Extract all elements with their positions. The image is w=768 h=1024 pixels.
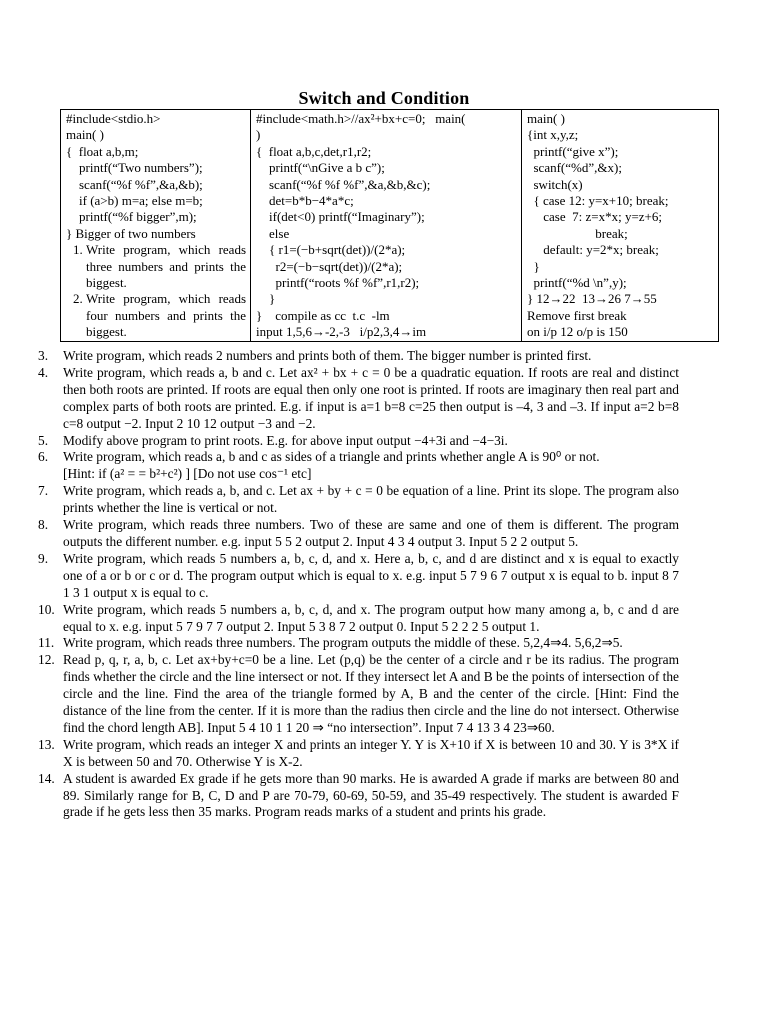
exercise-list xyxy=(16,348,679,821)
exercise-number: 12. xyxy=(38,652,55,668)
code-line: default: y=2*x; break; xyxy=(527,242,659,258)
code-line: #include<math.h>//ax²+bx+c=0; main( xyxy=(256,111,466,126)
exercise-text: Write program, which reads 5 numbers a, b, c, d, and x. The program output how many among a, b, c and d are equal to x. e.g. input 5 7 9 7 7 output 2. Input 5 3 8 7 2 output 0. Input 5 2 2 2 5 output 1. xyxy=(63,601,679,634)
code-column-max xyxy=(61,110,251,342)
exercise-item xyxy=(16,449,679,466)
exercise-item xyxy=(16,483,679,517)
code-line: else xyxy=(256,225,290,241)
code-block-quadratic xyxy=(256,111,517,341)
code-line: if (a>b) m=a; else m=b; xyxy=(66,193,203,209)
exercise-number: 9. xyxy=(38,550,49,566)
exercise-number: 14. xyxy=(38,770,55,786)
exercise-text: Write program, which reads three numbers. Two of these are same and one of them is different. The program outputs the different number. e.g. input 5 5 2 output 2. Input 4 3 4 output 3. Input 5 2 2 output 5. xyxy=(63,517,679,549)
page-title: Switch and Condition xyxy=(298,88,470,108)
code-line: { float a,b,m; xyxy=(66,143,139,159)
exercise-item xyxy=(16,551,679,602)
code-line: if(det<0) printf(“Imaginary”); xyxy=(256,209,425,225)
exercise-item xyxy=(16,652,679,737)
code-line: } xyxy=(527,258,540,274)
exercise-text: Write program, which reads a, b and c as sides of a triangle and prints whether angle A is 90⁰ or not. xyxy=(63,449,600,465)
code-line: printf(“give x”); xyxy=(527,143,619,159)
exercise-item xyxy=(16,635,679,652)
task-item: 1. Write program, which reads three numbers and prints the biggest. xyxy=(86,242,246,291)
exercise-number: 11. xyxy=(38,635,55,651)
exercise-text: Modify above program to print roots. E.g. for above input output −4+3i and −4−3i. xyxy=(63,432,508,448)
exercise-text: Write program, which reads an integer X and prints an integer Y. Y is X+10 if X is between 10 and 30. Y is 3*X if X is between 50 and 70. Otherwise Y is X-2. xyxy=(63,736,679,769)
code-column-quadratic xyxy=(251,110,522,342)
code-line: break; xyxy=(527,225,628,241)
code-line: printf(“\nGive a b c”); xyxy=(256,160,385,176)
code-line: #include<stdio.h> xyxy=(66,111,161,126)
exercise-item xyxy=(16,737,679,771)
code-line: scanf(“%f %f”,&a,&b); xyxy=(66,176,203,192)
code-line: Remove first break xyxy=(527,307,627,323)
code-examples-table xyxy=(60,109,719,342)
exercise-text: Write program, which reads a, b, and c. Let ax + by + c = 0 be equation of a line. Print its slope. The program also prints whether the line is vertical or not. xyxy=(63,483,679,516)
code-column-switch xyxy=(522,110,719,342)
exercise-item xyxy=(16,348,679,365)
exercise-number: 7. xyxy=(38,483,49,499)
exercise-text: A student is awarded Ex grade if he gets more than 90 marks. He is awarded A grade if marks are between 80 and 89. Similarly range for B, C, D and P are 70-79, 60-69, 50-59, and 35-49 respectively. The student is awarded F grade if he gets less then 35 marks. Program reads marks of a student and prints his grade. xyxy=(63,770,679,820)
exercise-number: 6. xyxy=(38,449,49,465)
code-line: } 12→22 13→26 7→55 xyxy=(527,291,657,307)
exercise-number: 10. xyxy=(38,601,55,617)
code-line: ) xyxy=(256,127,261,143)
code-line: { case 12: y=x+10; break; xyxy=(527,193,669,209)
code-line: } compile as cc t.c -lm xyxy=(256,307,390,323)
code-line: input 1,5,6→-2,-3 i/p2,3,4→im xyxy=(256,324,427,340)
code-block-bigger-of-two xyxy=(66,111,246,242)
code-line: on i/p 12 o/p is 150 xyxy=(527,324,628,340)
code-line: printf(“%f bigger”,m); xyxy=(66,209,197,225)
code-line: scanf(“%f %f %f”,&a,&b,&c); xyxy=(256,176,431,192)
code-line: scanf(“%d”,&x); xyxy=(527,160,622,176)
code-line: printf(“Two numbers”); xyxy=(66,160,203,176)
code-line: printf(“%d \n”,y); xyxy=(527,275,627,291)
exercise-text: Read p, q, r, a, b, c. Let ax+by+c=0 be a line. Let (p,q) be the center of a circle and r be its radius. The program finds whether the circle and the line intersect or not. If they intersect let A and B be the points of intersection of the circle and the line. Find the area of the triangle formed by A, B and the center of the circle. [Hint: Find the distance of the line from the center. If it is more than the radius then circle and the line do not intersect. Otherwise find the chord length AB]. Input 5 4 10 1 1 20 ⇒ “no intersection”. Input 7 4 13 3 4 23⇒60. xyxy=(63,652,679,735)
task-item: 2. Write program, which reads four numbers and prints the biggest. xyxy=(86,291,246,340)
exercise-number: 8. xyxy=(38,517,49,533)
code-line: main( ) xyxy=(527,111,565,126)
column-tasks xyxy=(66,242,246,340)
exercise-item xyxy=(16,466,679,483)
code-line: case 7: z=x*x; y=z+6; xyxy=(527,209,662,225)
code-block-switch xyxy=(527,111,714,341)
exercise-text: Write program, which reads three numbers. The program outputs the middle of these. 5,2,4⇒4. 5,6,2⇒5. xyxy=(63,635,623,651)
exercise-number: 3. xyxy=(38,348,49,363)
code-line: } Bigger of two numbers xyxy=(66,225,196,241)
code-line: r2=(−b−sqrt(det))/(2*a); xyxy=(256,258,403,274)
exercise-text: Write program, which reads a, b and c. Let ax² + bx + c = 0 be a quadratic equation. If roots are real and distinct then both roots are printed. If roots are equal then only one root is printed. If roots are imaginary then real part and complex parts of both roots are printed. E.g. if input is a=1 b=8 c=25 then output is –4, 3 and –3. If input a=2 b=8 c=8 output −2. Input 2 10 12 output −3 and −2. xyxy=(63,364,679,431)
exercise-item xyxy=(16,517,679,551)
exercise-item xyxy=(16,771,679,822)
exercise-item xyxy=(16,602,679,636)
exercise-text: [Hint: if (a² = = b²+c²) ] [Do not use cos⁻¹ etc] xyxy=(63,466,312,482)
code-line: main( ) xyxy=(66,127,104,143)
code-line: {int x,y,z; xyxy=(527,127,579,143)
code-line: } xyxy=(256,291,276,307)
code-line: { r1=(−b+sqrt(det))/(2*a); xyxy=(256,242,406,258)
code-line: { float a,b,c,det,r1,r2; xyxy=(256,143,372,159)
exercise-number: 4. xyxy=(38,364,49,380)
exercise-text: Write program, which reads 2 numbers and prints both of them. The bigger number is printed first. xyxy=(63,348,592,363)
code-line: det=b*b−4*a*c; xyxy=(256,193,354,209)
code-line: switch(x) xyxy=(527,176,583,192)
exercise-number: 5. xyxy=(38,432,49,448)
exercise-item xyxy=(16,433,679,450)
exercise-item xyxy=(16,365,679,433)
exercise-number: 13. xyxy=(38,736,55,752)
exercise-text: Write program, which reads 5 numbers a, b, c, d, and x. Here a, b, c, and d are distinct and x is equal to exactly one of a or b or c or d. The program output which is equal to x. e.g. input 5 7 9 6 7 output x is equal to b. input 8 7 1 3 1 output x is equal to c. xyxy=(63,550,679,600)
code-line: printf(“roots %f %f”,r1,r2); xyxy=(256,275,420,291)
